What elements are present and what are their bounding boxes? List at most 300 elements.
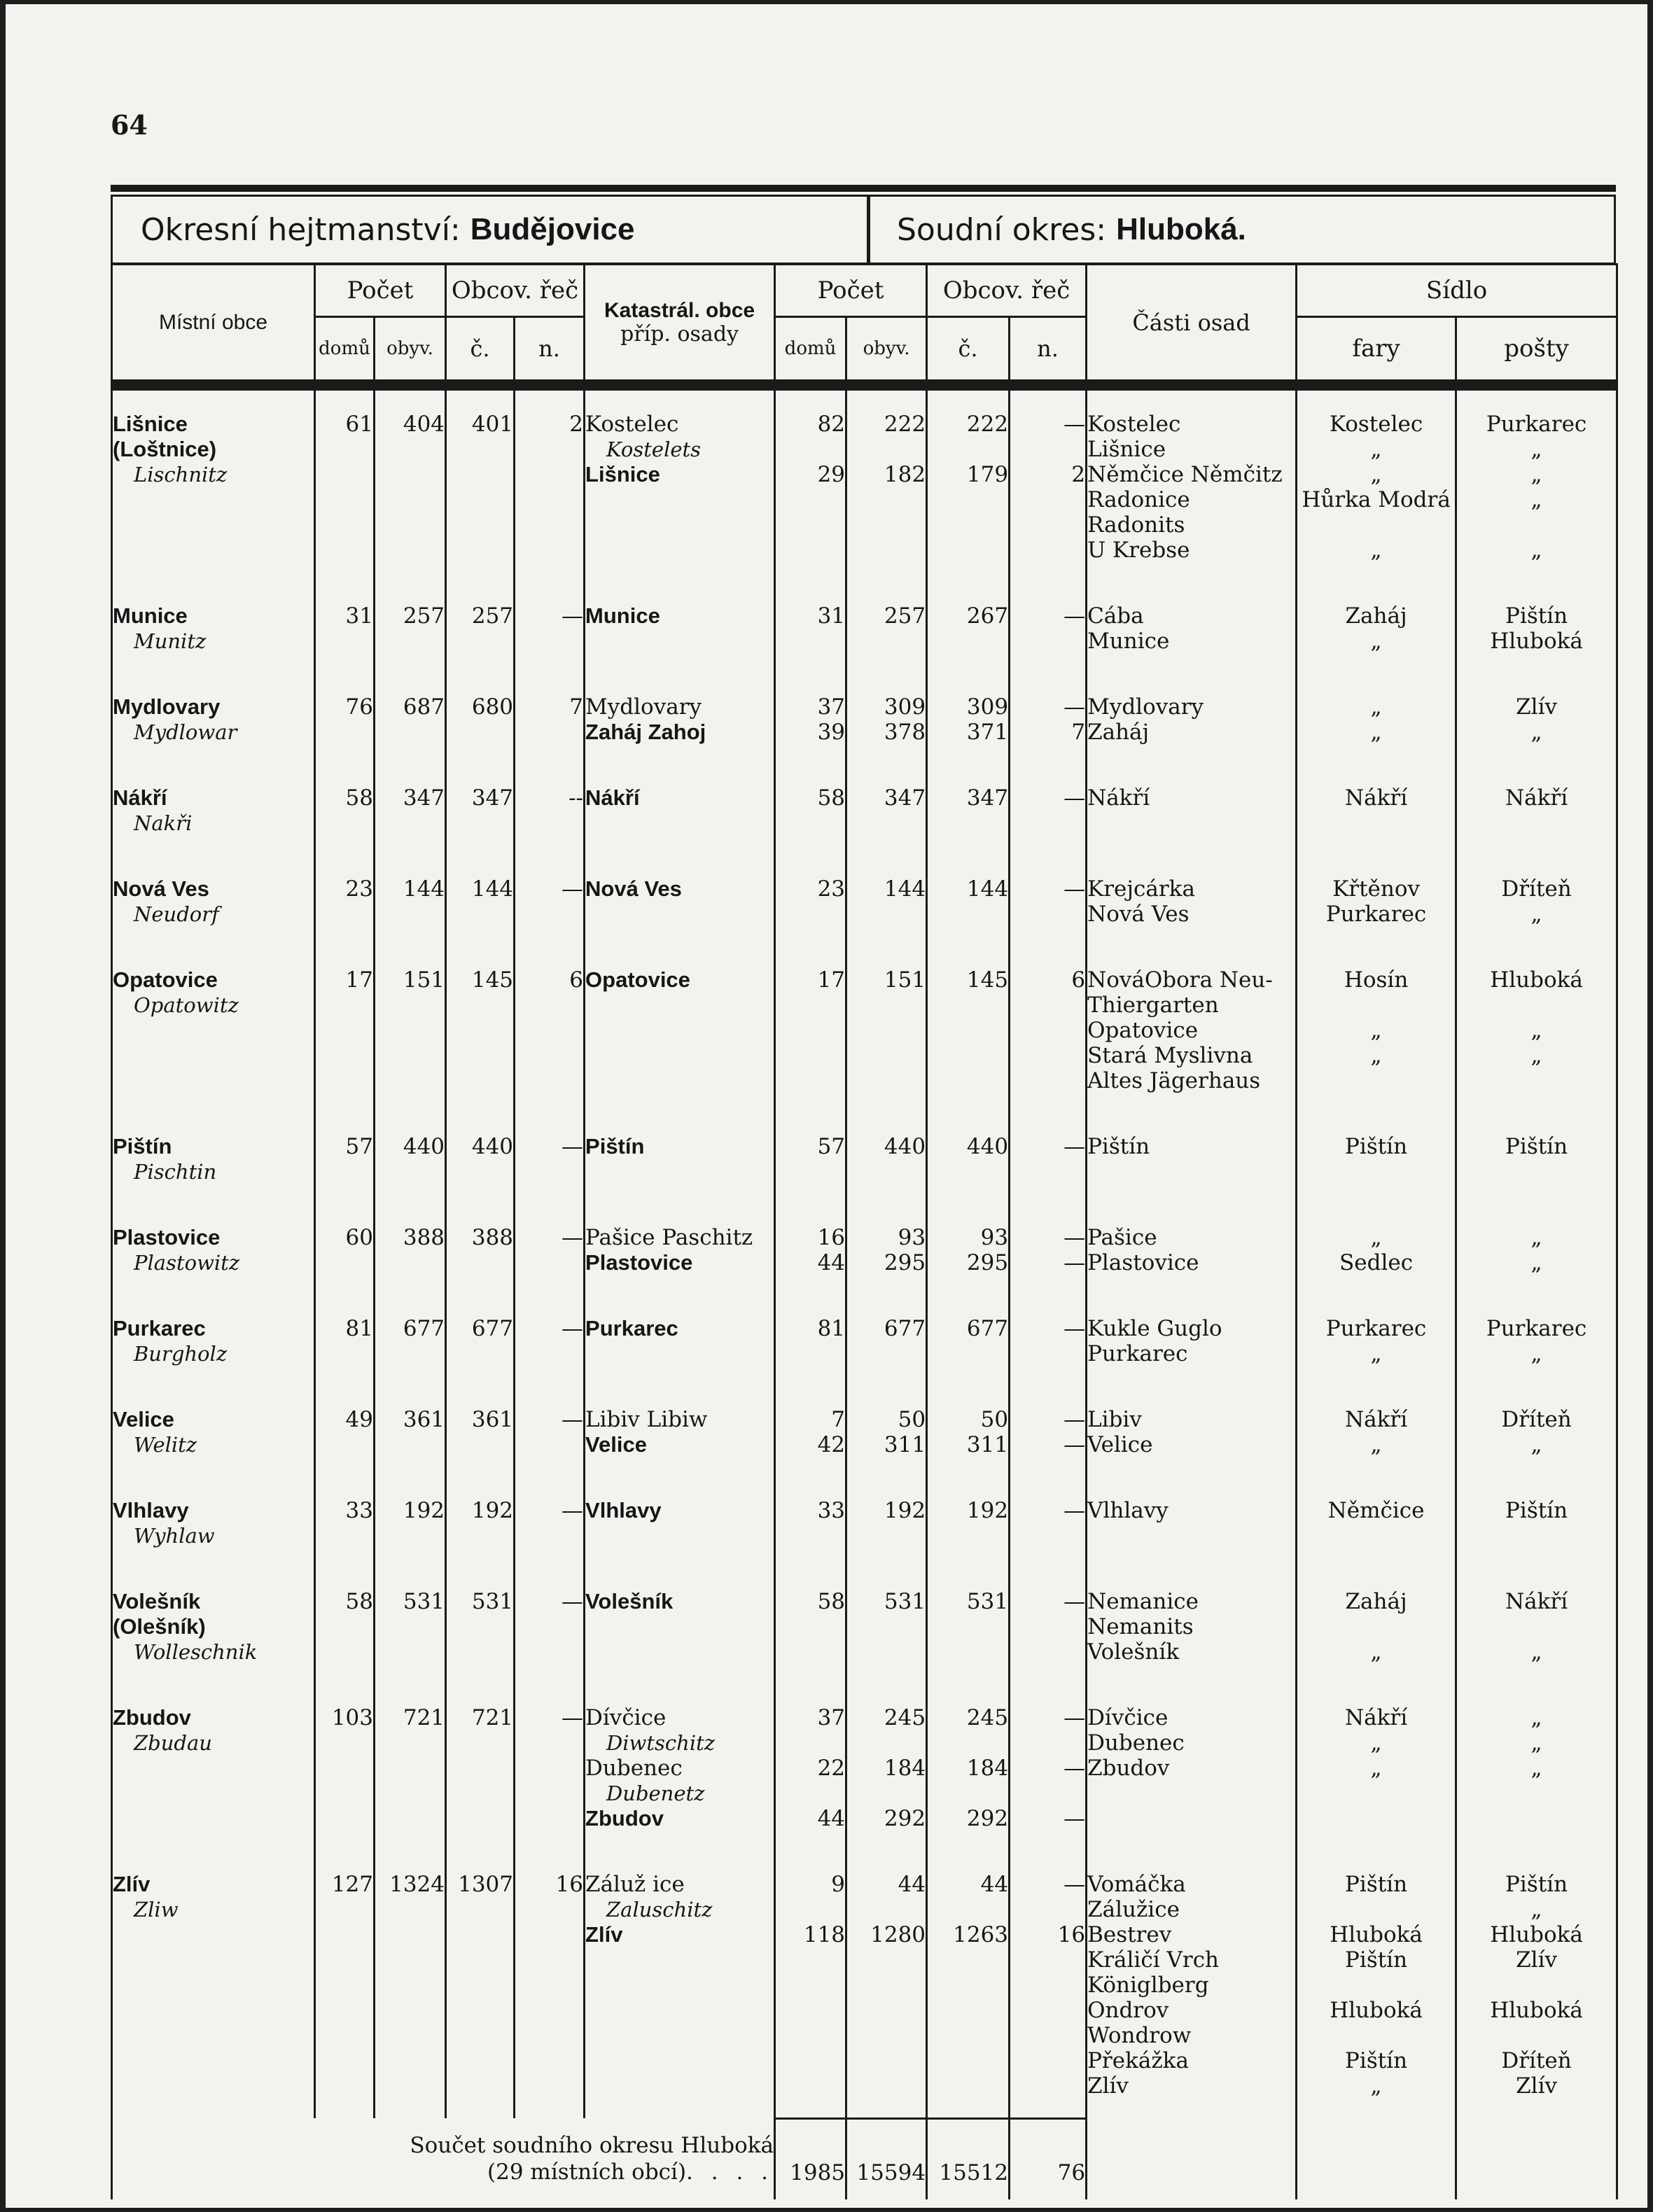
value-kdomu: 44 <box>817 1250 846 1275</box>
seat-posty: „ <box>1530 487 1542 512</box>
value-kdomu: 9 <box>831 1872 846 1897</box>
value-n: 2 <box>569 412 584 437</box>
seat-fary: „ <box>1370 538 1382 563</box>
seat-fary: Purkarec <box>1325 902 1427 927</box>
value-kn: 7 <box>1071 720 1086 745</box>
census-table <box>111 263 1618 2199</box>
settlement-part: Zlív <box>1087 2073 1129 2099</box>
cell-posty <box>1456 946 1617 1113</box>
cell-fary <box>1297 1295 1456 1386</box>
municipality-name: Mydlovary <box>113 694 221 719</box>
value-kobyv: 309 <box>884 694 926 720</box>
seat-fary <box>1297 1897 1455 1922</box>
cell-casti-osad <box>1087 1386 1297 1477</box>
value-kdomu: 58 <box>817 785 846 811</box>
value-kdomu: 57 <box>817 1134 846 1159</box>
cell-casti-osad <box>1087 1477 1297 1568</box>
cell-katastral <box>585 1684 775 1851</box>
seat-fary: „ <box>1370 2073 1382 2099</box>
value-kobyv: 440 <box>884 1134 926 1159</box>
cell-domu <box>315 946 375 1113</box>
seat-posty: „ <box>1530 1225 1542 1250</box>
value-kc: 222 <box>966 412 1009 437</box>
value-domu: 57 <box>345 1134 373 1159</box>
value-kdomu: 58 <box>817 1589 846 1614</box>
cell-domu <box>315 764 375 855</box>
seat-posty: Purkarec <box>1486 412 1587 437</box>
cell-n <box>515 1568 585 1684</box>
cell-casti-osad <box>1087 1568 1297 1684</box>
cell-casti-osad <box>1087 1295 1297 1386</box>
table-frame <box>111 185 1616 2185</box>
cell-c <box>446 1295 515 1386</box>
value-n: 6 <box>569 967 584 993</box>
value-kobyv: 257 <box>884 603 926 629</box>
cell-katastral <box>585 1477 775 1568</box>
cell-n <box>515 1477 585 1568</box>
col-mistni-obce: Místní obce <box>112 265 315 381</box>
summary-value-c: 15512 <box>939 2160 1009 2185</box>
municipality-name: Velice <box>113 1407 174 1432</box>
cell-posty <box>1456 582 1617 673</box>
cell-kobyv <box>846 1113 927 1204</box>
seat-posty: Pištín <box>1505 1872 1568 1897</box>
value-kobyv: 677 <box>884 1316 926 1341</box>
value-kobyv: 292 <box>884 1806 926 1831</box>
cell-posty <box>1456 1204 1617 1295</box>
cell-n <box>515 1386 585 1477</box>
seat-fary: Hluboká <box>1330 1922 1423 1947</box>
value-c: 531 <box>471 1589 514 1614</box>
value-kobyv: 192 <box>884 1498 926 1523</box>
cell-katastral <box>585 855 775 946</box>
col-n-2: n. <box>1010 317 1087 381</box>
scanned-page <box>6 4 1647 2208</box>
municipality-name: Zlív <box>113 1872 151 1896</box>
cell-obyv <box>375 855 446 946</box>
settlement-part: Pištín <box>1087 1134 1150 1159</box>
cell-kc <box>927 946 1010 1113</box>
cell-fary <box>1297 1477 1456 1568</box>
value-obyv: 687 <box>403 694 445 720</box>
municipality-german-name: Wolleschnik <box>134 1640 258 1664</box>
value-kdomu: 37 <box>817 1705 846 1730</box>
table-row <box>112 1851 1617 2118</box>
cadastral-name: Opatovice <box>585 967 690 992</box>
value-kobyv: 531 <box>884 1589 926 1614</box>
cell-casti-osad <box>1087 1684 1297 1851</box>
cell-obec <box>112 1851 315 2118</box>
cadastral-name: Pašice Paschitz <box>585 1225 753 1250</box>
seat-fary: „ <box>1370 1730 1382 1756</box>
value-domu: 49 <box>345 1407 373 1432</box>
spacer <box>1010 437 1085 462</box>
table-row <box>112 855 1617 946</box>
cell-katastral <box>585 673 775 764</box>
cadastral-name: Kostelec <box>585 412 679 437</box>
value-c: 1307 <box>458 1872 514 1897</box>
settlement-part: U Krebse <box>1087 538 1190 563</box>
cell-katastral <box>585 1386 775 1477</box>
cell-fary <box>1297 390 1456 583</box>
cell-c <box>446 1568 515 1684</box>
seat-fary: „ <box>1370 1432 1382 1457</box>
seat-posty: „ <box>1530 1730 1542 1756</box>
seat-fary: Purkarec <box>1325 1316 1427 1341</box>
value-c: 401 <box>471 412 514 437</box>
seat-fary: Pištín <box>1345 1134 1408 1159</box>
settlement-part: Němčice Němčitz <box>1087 462 1283 487</box>
municipality-german-name: Neudorf <box>134 902 219 926</box>
value-kn: — <box>1063 1225 1086 1250</box>
spacer <box>776 1730 845 1756</box>
cell-kc <box>927 1113 1010 1204</box>
cell-kc <box>927 673 1010 764</box>
value-c: 680 <box>471 694 514 720</box>
col-obcov-rec: Obcov. řeč <box>446 265 585 317</box>
cell-c <box>446 673 515 764</box>
value-n: 7 <box>569 694 584 720</box>
value-kdomu: 22 <box>817 1756 846 1781</box>
value-domu: 31 <box>345 603 373 629</box>
seat-posty: Dříteň <box>1501 876 1572 902</box>
cell-posty <box>1456 1477 1617 1568</box>
municipality-german-name: Welitz <box>134 1433 197 1457</box>
value-n: 16 <box>555 1872 584 1897</box>
cell-domu <box>315 855 375 946</box>
settlement-part: Vlhlavy <box>1087 1498 1169 1523</box>
cell-obyv <box>375 1204 446 1295</box>
value-obyv: 677 <box>403 1316 445 1341</box>
value-kdomu: 82 <box>817 412 846 437</box>
summary-c <box>927 2118 1010 2199</box>
value-kobyv: 347 <box>884 785 926 811</box>
cell-obec <box>112 390 315 583</box>
value-domu: 127 <box>331 1872 373 1897</box>
value-n: — <box>562 1134 584 1159</box>
value-kdomu: 31 <box>817 603 846 629</box>
cell-kc <box>927 390 1010 583</box>
col-c-2: č. <box>927 317 1010 381</box>
cell-obec <box>112 1204 315 1295</box>
summary-dots: . . . . <box>686 2160 774 2185</box>
value-kdomu: 16 <box>817 1225 846 1250</box>
settlement-part: Wondrow <box>1087 2023 1192 2048</box>
value-kc: 292 <box>966 1806 1009 1831</box>
municipality-name: Plastovice <box>113 1225 221 1250</box>
cell-kn <box>1010 1204 1087 1295</box>
cell-obec <box>112 673 315 764</box>
seat-posty: „ <box>1530 1018 1542 1043</box>
municipality-name: (Loštnice) <box>113 437 217 461</box>
summary-empty <box>1087 2118 1297 2199</box>
seat-fary: Nákří <box>1345 1407 1408 1432</box>
seat-fary: Hluboká <box>1330 1998 1423 2023</box>
cell-obec <box>112 1386 315 1477</box>
cell-fary <box>1297 1684 1456 1851</box>
seat-posty: Zlív <box>1516 694 1557 720</box>
cell-n <box>515 946 585 1113</box>
table-row <box>112 390 1617 583</box>
cell-kobyv <box>846 582 927 673</box>
cell-c <box>446 582 515 673</box>
seat-fary: Pištín <box>1345 2048 1408 2073</box>
cell-casti-osad <box>1087 855 1297 946</box>
summary-domu <box>775 2118 846 2199</box>
seat-fary: Kostelec <box>1329 412 1423 437</box>
cell-kc <box>927 1851 1010 2118</box>
cell-posty <box>1456 1386 1617 1477</box>
settlement-part: Vomáčka <box>1087 1872 1186 1897</box>
value-kn: — <box>1063 1134 1086 1159</box>
summary-label-line2: (29 místních obcí) <box>487 2160 687 2185</box>
summary-row <box>112 2118 1617 2199</box>
value-c: 145 <box>471 967 514 993</box>
municipality-name: Volešník <box>113 1589 201 1614</box>
seat-fary: „ <box>1370 1225 1382 1250</box>
settlement-part: Zaháj <box>1087 720 1150 745</box>
table-row <box>112 673 1617 764</box>
settlement-part: Mydlovary <box>1087 694 1204 720</box>
cell-kn <box>1010 1851 1087 2118</box>
settlement-part: NováObora Neu- <box>1087 967 1273 993</box>
value-n: — <box>562 1705 584 1730</box>
value-kobyv: 378 <box>884 720 926 745</box>
municipality-german-name: Lischnitz <box>134 463 228 486</box>
table-row <box>112 582 1617 673</box>
cell-kn <box>1010 1295 1087 1386</box>
cell-kn <box>1010 1684 1087 1851</box>
value-kn: — <box>1063 1316 1086 1341</box>
seat-posty: Hluboká <box>1490 629 1583 654</box>
cell-katastral <box>585 1568 775 1684</box>
cell-kn <box>1010 1113 1087 1204</box>
cell-fary <box>1297 1568 1456 1684</box>
cell-c <box>446 1386 515 1477</box>
cadastral-name: Vlhlavy <box>585 1498 662 1522</box>
summary-empty <box>1456 2118 1617 2199</box>
seat-posty: Zlív <box>1516 1947 1557 1973</box>
table-row <box>112 1204 1617 1295</box>
cell-c <box>446 1113 515 1204</box>
value-c: 257 <box>471 603 514 629</box>
cell-fary <box>1297 946 1456 1113</box>
district-header <box>111 195 870 265</box>
cell-kc <box>927 1684 1010 1851</box>
value-kdomu: 44 <box>817 1806 846 1831</box>
seat-posty <box>1457 1973 1616 1998</box>
cell-obyv <box>375 1386 446 1477</box>
value-domu: 60 <box>345 1225 373 1250</box>
municipality-name: Nová Ves <box>113 876 209 901</box>
seat-posty: „ <box>1530 720 1542 745</box>
municipality-name: Munice <box>113 603 188 628</box>
col-sidlo: Sídlo <box>1297 265 1617 317</box>
cell-kn <box>1010 1568 1087 1684</box>
cell-obec <box>112 582 315 673</box>
value-kobyv: 151 <box>884 967 926 993</box>
value-kn: — <box>1063 1705 1086 1730</box>
seat-posty: „ <box>1530 1341 1542 1366</box>
seat-fary: „ <box>1370 1756 1382 1781</box>
spacer <box>1010 1781 1085 1806</box>
cell-domu <box>315 1204 375 1295</box>
value-kn: — <box>1063 603 1086 629</box>
value-kdomu: 81 <box>817 1316 846 1341</box>
cell-katastral <box>585 582 775 673</box>
cell-fary <box>1297 764 1456 855</box>
cell-kn <box>1010 390 1087 583</box>
court-district-value: Hluboká. <box>1116 212 1246 246</box>
cell-kobyv <box>846 390 927 583</box>
spacer <box>928 1781 1008 1806</box>
settlement-part: Králičí Vrch <box>1087 1947 1220 1973</box>
municipality-name: Purkarec <box>113 1316 206 1340</box>
cell-kc <box>927 1568 1010 1684</box>
cell-c <box>446 1204 515 1295</box>
value-kobyv: 184 <box>884 1756 926 1781</box>
seat-fary <box>1297 1973 1455 1998</box>
value-c: 347 <box>471 785 514 811</box>
cadastral-german-name: Diwtschitz <box>606 1731 716 1755</box>
col-c: č. <box>446 317 515 381</box>
seat-fary: Němčice <box>1327 1498 1425 1523</box>
value-kc: 179 <box>966 462 1009 487</box>
cadastral-name: Nákří <box>585 785 640 810</box>
cadastral-name: Zaháj Zahoj <box>585 720 706 744</box>
settlement-part: Dubenec <box>1087 1730 1185 1756</box>
value-kn: — <box>1063 1872 1086 1897</box>
value-domu: 58 <box>345 785 373 811</box>
table-row <box>112 1295 1617 1386</box>
table-row <box>112 764 1617 855</box>
cell-posty <box>1456 673 1617 764</box>
value-domu: 61 <box>345 412 373 437</box>
cadastral-name: Mydlovary <box>585 694 702 720</box>
cell-obyv <box>375 1851 446 2118</box>
settlement-part: Kostelec <box>1087 412 1181 437</box>
value-kn: — <box>1063 1589 1086 1614</box>
seat-fary: „ <box>1370 1043 1382 1068</box>
cell-posty <box>1456 764 1617 855</box>
cell-posty <box>1456 1295 1617 1386</box>
value-kdomu: 23 <box>817 876 846 902</box>
cadastral-german-name: Zaluschitz <box>606 1898 713 1921</box>
value-domu: 33 <box>345 1498 373 1523</box>
settlement-part: Thiergarten <box>1087 993 1219 1018</box>
cell-domu <box>315 1295 375 1386</box>
cadastral-name: Zlív <box>585 1922 623 1947</box>
cell-posty <box>1456 390 1617 583</box>
cell-domu <box>315 1113 375 1204</box>
value-n: — <box>562 1498 584 1523</box>
summary-obyv <box>846 2118 927 2199</box>
cell-kdomu <box>775 855 846 946</box>
cell-katastral <box>585 1851 775 2118</box>
value-n: — <box>562 603 584 629</box>
settlement-part: Nemanits <box>1087 1614 1194 1639</box>
value-kc: 245 <box>966 1705 1009 1730</box>
value-kn: 2 <box>1071 462 1086 487</box>
cell-kobyv <box>846 1568 927 1684</box>
value-kdomu: 39 <box>817 720 846 745</box>
value-kobyv: 144 <box>884 876 926 902</box>
settlement-part: Nákří <box>1087 785 1150 811</box>
table-row <box>112 1113 1617 1204</box>
municipality-name: Opatovice <box>113 967 218 992</box>
cell-obec <box>112 1295 315 1386</box>
settlement-part: Nemanice <box>1087 1589 1199 1614</box>
cell-kdomu <box>775 764 846 855</box>
col-n: n. <box>515 317 585 381</box>
cell-kdomu <box>775 1113 846 1204</box>
seat-posty: „ <box>1530 437 1542 462</box>
district-value: Budějovice <box>470 212 635 246</box>
seat-fary: „ <box>1370 1341 1382 1366</box>
cell-domu <box>315 390 375 583</box>
value-obyv: 192 <box>403 1498 445 1523</box>
cell-obyv <box>375 946 446 1113</box>
cell-casti-osad <box>1087 1204 1297 1295</box>
value-obyv: 257 <box>403 603 445 629</box>
settlement-part: Velice <box>1087 1432 1153 1457</box>
seat-fary: „ <box>1370 694 1382 720</box>
value-obyv: 1324 <box>389 1872 445 1897</box>
summary-n <box>1010 2118 1087 2199</box>
settlement-part: Ondrov <box>1087 1998 1169 2023</box>
table-body <box>112 390 1617 2200</box>
settlement-part: Kukle Guglo <box>1087 1316 1222 1341</box>
cell-c <box>446 390 515 583</box>
value-obyv: 440 <box>403 1134 445 1159</box>
cell-n <box>515 1295 585 1386</box>
page-number: 64 <box>111 109 148 141</box>
district-label: Okresní hejtmanství: <box>141 211 461 248</box>
value-kn: — <box>1063 1250 1086 1275</box>
spacer <box>847 437 926 462</box>
cell-kc <box>927 855 1010 946</box>
col-posty: pošty <box>1456 317 1617 381</box>
seat-posty: „ <box>1530 1043 1542 1068</box>
cell-casti-osad <box>1087 1851 1297 2118</box>
cadastral-name: Lišnice <box>585 462 660 486</box>
cell-n <box>515 582 585 673</box>
cell-c <box>446 764 515 855</box>
value-kc: 311 <box>966 1432 1009 1457</box>
seat-posty: Hluboká <box>1490 1922 1583 1947</box>
summary-label <box>112 2118 775 2199</box>
cell-domu <box>315 1477 375 1568</box>
cell-kobyv <box>846 764 927 855</box>
value-kobyv: 182 <box>884 462 926 487</box>
value-obyv: 144 <box>403 876 445 902</box>
cell-kdomu <box>775 582 846 673</box>
cell-posty <box>1456 1113 1617 1204</box>
cell-katastral <box>585 1204 775 1295</box>
seat-posty: Purkarec <box>1486 1316 1587 1341</box>
seat-fary: Hůrka Modrá <box>1302 487 1451 512</box>
cell-fary <box>1297 1204 1456 1295</box>
municipality-german-name: Mydlowar <box>134 720 237 744</box>
seat-posty: Nákří <box>1505 1589 1568 1614</box>
value-kobyv: 50 <box>898 1407 926 1432</box>
value-n: — <box>562 1407 584 1432</box>
cell-c <box>446 1684 515 1851</box>
cell-c <box>446 1477 515 1568</box>
value-kobyv: 295 <box>884 1250 926 1275</box>
value-n: — <box>562 876 584 902</box>
spacer <box>847 1730 926 1756</box>
